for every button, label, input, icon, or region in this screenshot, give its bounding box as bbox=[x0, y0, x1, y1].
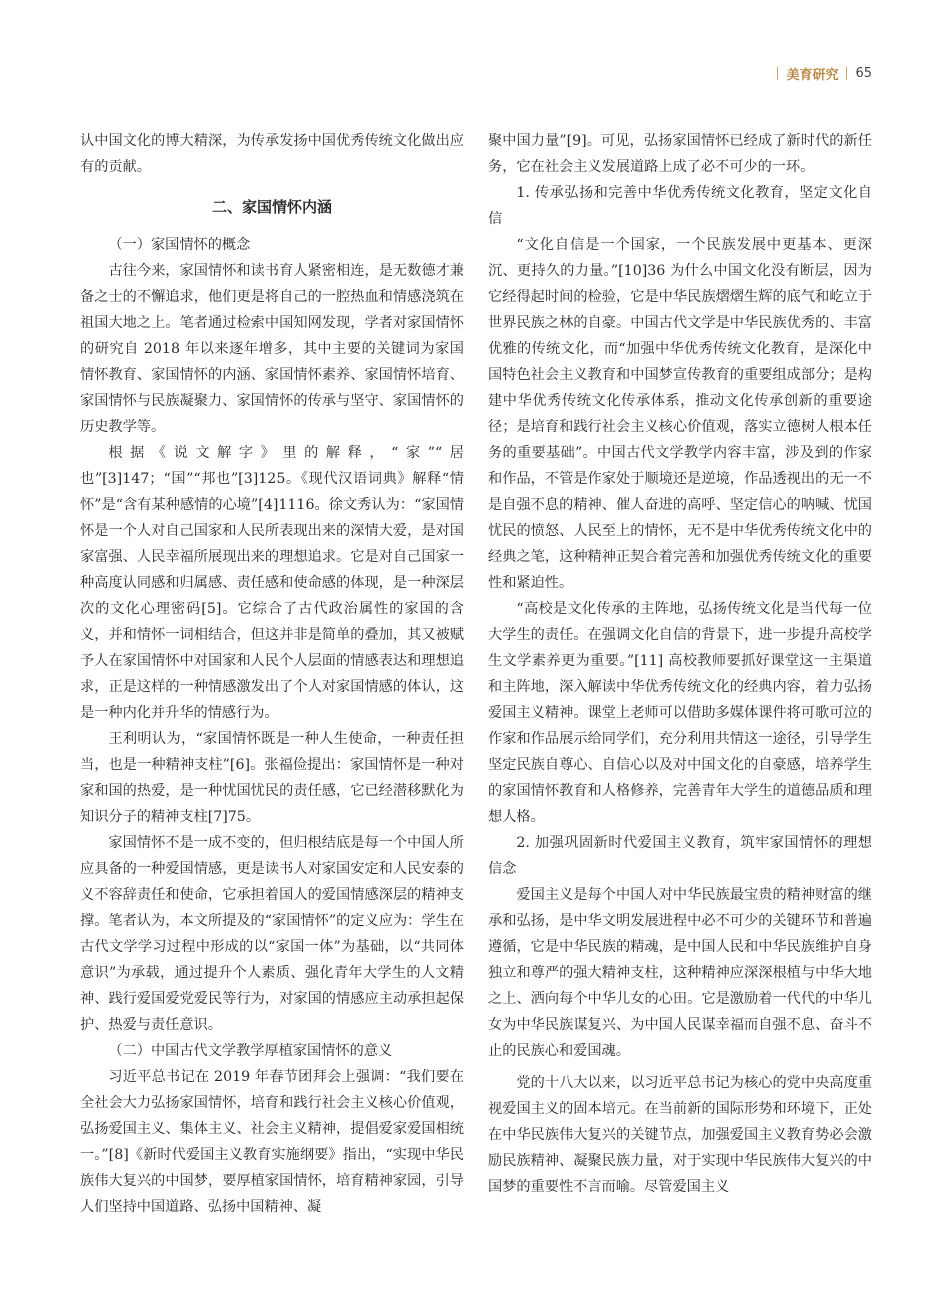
body-paragraph: 古往今来，家国情怀和读书育人紧密相连，是无数德才兼备之士的不懈追求，他们更是将自己的一腔热血和情感浇筑在祖国大地之上。笔者通过检索中国知网发现，学者对家国情怀的研究自 2018 年以来逐年增多，其中主要的关键词为家国情怀教育、家国情怀的内涵、家国情怀素养、家国情怀培育、家国情怀与民族凝聚力、家国情怀的传承与坚守、家国情怀的历史教学等。 bbox=[80, 263, 464, 435]
header-divider bbox=[846, 67, 847, 80]
left-column bbox=[80, 128, 464, 1220]
body-paragraph: 王利明认为，“家国情怀既是一种人生使命，一种责任担当，也是一种精神支柱”[6]。张福俭提出：家国情怀是一种对家和国的热爱，是一种忧国忧民的责任感，它已经潜移默化为知识分子的精神支柱[7]75。 bbox=[80, 731, 464, 825]
body-paragraph: 聚中国力量”[9]。可见，弘扬家国情怀已经成了新时代的新任务，它在社会主义发展道路上成了必不可少的一环。 bbox=[488, 133, 872, 175]
body-paragraph: “高校是文化传承的主阵地，弘扬传统文化是当代每一位大学生的责任。在强调文化自信的背景下，进一步提升高校学生文学素养更为重要。”[11] 高校教师要抓好课堂这一主渠道和主阵地，深入解读中华优秀传统文化的经典内容，着力弘扬爱国主义精神。课堂上老师可以借助多媒体课件将可歌可泣的作家和作品展示给同学们，充分利用共情这一途径，引导学生坚定民族自尊心、自信心以及对中国文化的自豪感，培养学生的家国情怀教育和人格修养，完善青年大学生的道德品质和理想人格。 bbox=[488, 601, 872, 825]
right-column bbox=[488, 128, 872, 1200]
body-paragraph: 习近平总书记在 2019 年春节团拜会上强调：“我们要在全社会大力弘扬家国情怀，培育和践行社会主义核心价值观，弘扬爱国主义、集体主义、社会主义精神，提倡爱家爱国相统一。”[8]《新时代爱国主义教育实施纲要》指出，“实现中华民族伟大复兴的中国梦，要厚植家国情怀，培育精神家园，引导人们坚持中国道路、弘扬中国精神、凝 bbox=[80, 1069, 464, 1215]
header-divider bbox=[777, 67, 778, 80]
body-paragraph: 家国情怀不是一成不变的，但归根结底是每一个中国人所应具备的一种爱国情感，更是读书人对家国安定和人民安泰的义不容辞责任和使命，它承担着国人的爱国情感深层的精神支撑。笔者认为，本文所提及的“家国情怀”的定义应为：学生在古代文学学习过程中形成的以“家国一体”为基础，以“共同体意识”为承载，通过提升个人素质、强化青年大学生的人文精神、践行爱国爱党爱民等行为，对家国的情感应主动承担起保护、热爱与责任意识。 bbox=[80, 835, 464, 1033]
page-number: 65 bbox=[855, 66, 872, 81]
numbered-heading: 2. 加强巩固新时代爱国主义教育，筑牢家国情怀的理想信念 bbox=[488, 835, 872, 877]
body-paragraph: 根据《说文解字》里的解释，“家”“居也”[3]147；“国”“邦也”[3]125。《现代汉语词典》解释“情怀”是“含有某种感情的心境”[4]1116。徐文秀认为：“家国情怀是一个人对自己国家和人民所表现出来的深情大爱，是对国家富强、人民幸福所展现出来的理想追求。它是对自己国家一种高度认同感和归属感、责任感和使命感的体现，是一种深层次的文化心理密码[5]。它综合了古代政治属性的家国的含义，并和情怀一词相结合，但这并非是简单的叠加，其又被赋予人在家国情怀中对国家和人民个人层面的情感表达和理想追求，正是这样的一种情感激发出了个人对家国情感的体认，这是一种内化并升华的情感行为。 bbox=[80, 445, 464, 721]
body-paragraph: 认中国文化的博大精深，为传承发扬中国优秀传统文化做出应有的贡献。 bbox=[80, 133, 464, 175]
subsection-heading: （二）中国古代文学教学厚植家国情怀的意义 bbox=[108, 1043, 393, 1059]
body-paragraph: 爱国主义是每个中国人对中华民族最宝贵的精神财富的继承和弘扬，是中华文明发展进程中必不可少的关键环节和普遍遵循，它是中华民族的精魂，是中国人民和中华民族维护自身独立和尊严的强大精神支柱，这种精神应深深根植与中华大地之上、洒向每个中华儿女的心田。它是激励着一代代的中华儿女为中华民族谋复兴、为中国人民谋幸福而自强不息、奋斗不止的民族心和爱国魂。 bbox=[488, 887, 872, 1059]
running-header bbox=[777, 64, 872, 83]
subsection-heading: （一）家国情怀的概念 bbox=[108, 237, 251, 253]
numbered-heading: 1. 传承弘扬和完善中华优秀传统文化教育，坚定文化自信 bbox=[488, 185, 872, 227]
body-paragraph: “文化自信是一个国家，一个民族发展中更基本、更深沉、更持久的力量。”[10]36 为什么中国文化没有断层，因为它经得起时间的检验，它是中华民族熠熠生辉的底气和屹立于世界民族之林的自豪。中国古代文学是中华民族优秀的、丰富优雅的传统文化，而“加强中华优秀传统文化教育，是深化中国特色社会主义教育和中国梦宣传教育的重要组成部分；是构建中华优秀传统文化传承体系，推动文化传承创新的重要途径；是培育和践行社会主义核心价值观，落实立德树人根本任务的重要基础”。中国古代文学教学内容丰富，涉及到的作家和作品，不管是作家处于顺境还是逆境，作品透视出的无一不是自强不息的精神、催人奋进的高呼、坚定信心的呐喊、忧国忧民的愤怒、人民至上的情怀，无不是中华优秀传统文化中的经典之笔，这种精神正契合着完善和加强优秀传统文化的重要性和紧迫性。 bbox=[488, 237, 872, 591]
journal-name: 美育研究 bbox=[786, 68, 839, 83]
section-heading: 二、家国情怀内涵 bbox=[211, 198, 332, 216]
body-paragraph: 党的十八大以来，以习近平总书记为核心的党中央高度重视爱国主义的固本培元。在当前新的国际形势和环境下，正处在中华民族伟大复兴的关键节点，加强爱国主义教育势必会激励民族精神、凝聚民族力量，对于实现中华民族伟大复兴的中国梦的重要性不言而喻。尽管爱国主义 bbox=[488, 1075, 872, 1195]
